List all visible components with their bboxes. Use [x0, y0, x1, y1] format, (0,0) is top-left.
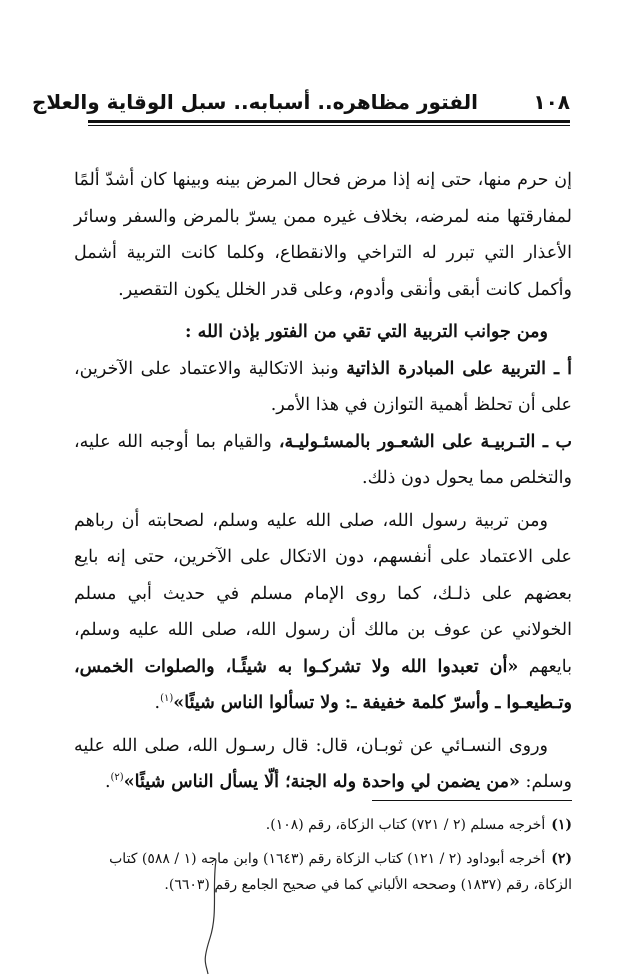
footnote-1-number: (١) — [551, 817, 572, 833]
hadith-nasai-quote: «من يضمن لي واحدة وله الجنة؛ ألّا يسأل الناس شيئًا» — [123, 772, 520, 792]
paragraph-hadith-muslim — [74, 503, 572, 722]
footnote-2 — [74, 846, 572, 898]
footnote-2-number: (٢) — [551, 851, 572, 867]
point-a-text: ونبذ الاتكالية والاعتماد على الآخرين، على أن تحلظ أهمية التوازن في هذا الأمر. — [74, 358, 572, 415]
header-rule-thick — [88, 120, 570, 123]
paragraph-hadith-nasai — [74, 728, 572, 801]
footnote-ref-1: (١) — [160, 693, 174, 705]
footnote-2-text: أخرجه أبوداود (٢ / ١٢١) كتاب الزكاة رقم (١٦٤٣) وابن ماجه (١ / ٥٨٨) كتاب الزكاة، رقم (١٨٣٧) وصححه الألباني كما في صحيح الجامع رقم (٦٦٠٣). — [109, 851, 572, 893]
hadith-muslim-quote: «أن تعبدوا الله ولا تشركـوا به شيئًـا، والصلوات الخمس، وتـطيعـوا ـ وأسرّ كلمة خفيفة ـ: ولا تسألوا الناس شيئًا» — [74, 656, 572, 713]
pen-mark — [196, 858, 226, 976]
hadith-nasai-end: . — [104, 772, 111, 792]
page-number: ١٠٨ — [533, 90, 570, 114]
footnotes — [74, 812, 572, 906]
footnote-1 — [74, 812, 572, 838]
running-title: الفتور مظاهره.. أسبابه.. سبل الوقاية والعلاج — [31, 90, 478, 114]
hadith-muslim-intro: ومن تربية رسول الله، صلى الله عليه وسلم، لصحابته أن رباهم على الاعتماد على أنفسهم، دون الاتكال على الآخرين، حتى إنه بايع بعضهم على ذلـك، كما روى الإمام مسلم في حديث أبي مسلم الخولاني عن عوف بن مالك أن رسول الله، صلى الله عليه وسلم، بايعهم — [74, 510, 572, 677]
footnote-ref-2: (٢) — [110, 772, 124, 784]
footnote-separator — [372, 800, 572, 801]
point-b-heading: ب ـ التـربيـة على الشعـور بالمسئـوليـة، — [278, 431, 573, 452]
point-b-text: والقيام بما أوجبه الله عليه، والتخلص مما يحول دون ذلك. — [74, 431, 572, 488]
main-text — [74, 162, 572, 801]
point-a-heading: أ ـ التربية على المبادرة الذاتية — [346, 358, 572, 379]
header-rule-thin — [88, 125, 570, 126]
footnote-1-text: أخرجه مسلم (٢ / ٧٢١) كتاب الزكاة، رقم (١٠٨). — [265, 817, 546, 833]
hadith-nasai-intro: وروى النسـائي عن ثوبـان، قال: قال رسـول الله، صلى الله عليه وسلم: — [74, 735, 572, 792]
hadith-muslim-end: . — [154, 693, 161, 713]
paragraph-continuation: إن حرم منها، حتى إنه إذا مرض فحال المرض بينه وبينها كان أشدّ ألمًا لمفارقتها منه لمرضه، بخلاف غيره ممن يسرّ بالمرض والسفر وسائر الأعذار التي تبرر له التراخي والانقطاع، وكلما كانت التربية أشمل وأكمل كانت أبقى وأنقى وأدوم، وعلى قدر الخلل يكون التقصير. — [74, 170, 572, 300]
running-header — [31, 88, 570, 128]
paragraph-intro-aspects: ومن جوانب التربية التي تقي من الفتور بإذن الله : — [185, 322, 548, 342]
paragraph-point-b — [74, 424, 572, 497]
paragraph-point-a — [74, 351, 572, 424]
